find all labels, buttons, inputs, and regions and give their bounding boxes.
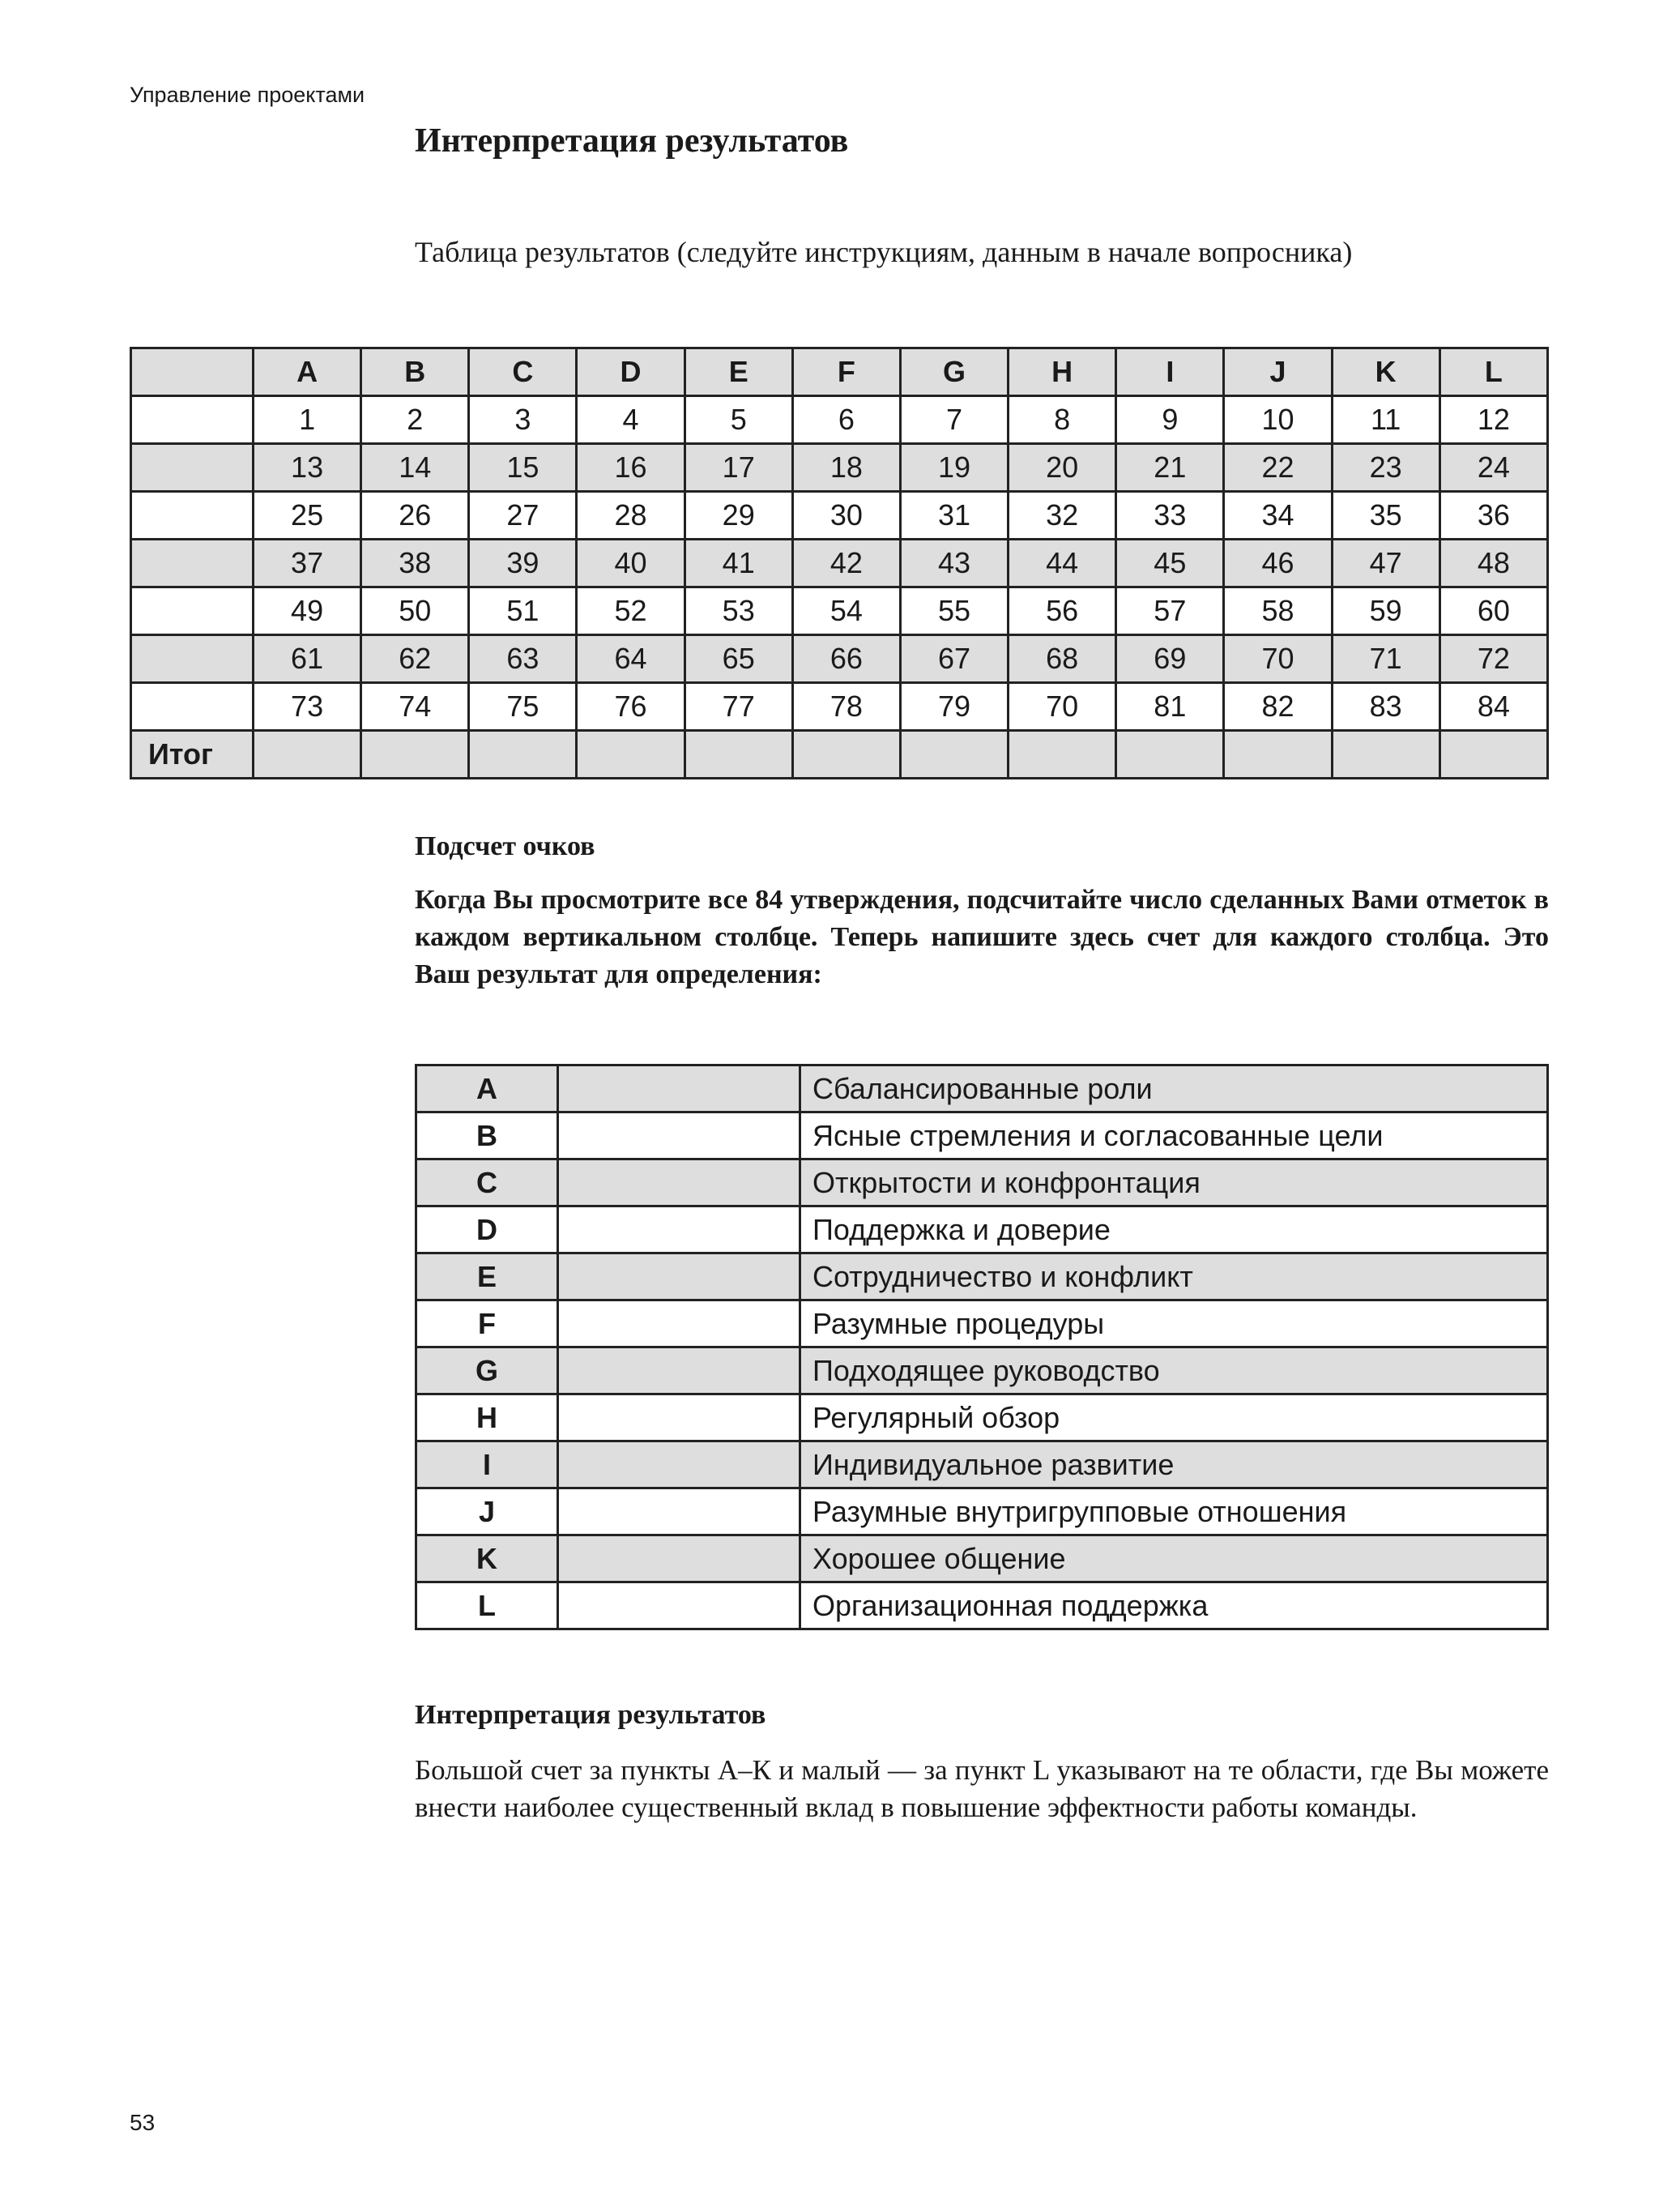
item-number-cell: 2 bbox=[361, 396, 469, 444]
item-number-cell: 24 bbox=[1439, 444, 1547, 492]
item-number-cell: 1 bbox=[254, 396, 361, 444]
item-number-cell: 32 bbox=[1009, 492, 1116, 540]
interpretation-heading: Интерпретация результатов bbox=[415, 1700, 766, 1730]
score-input-cell[interactable] bbox=[558, 1394, 800, 1441]
legend-table bbox=[415, 1064, 1549, 1630]
item-number-cell: 81 bbox=[1116, 683, 1224, 731]
legend-row bbox=[416, 1347, 1548, 1394]
item-number-cell: 79 bbox=[900, 683, 1008, 731]
legend-description: Сбалансированные роли bbox=[800, 1065, 1548, 1112]
total-input-cell[interactable] bbox=[1439, 731, 1547, 779]
item-number-cell: 47 bbox=[1332, 540, 1439, 587]
item-number-cell: 54 bbox=[792, 587, 900, 635]
legend-row bbox=[416, 1159, 1548, 1206]
item-number-cell: 77 bbox=[684, 683, 792, 731]
item-number-cell: 3 bbox=[469, 396, 577, 444]
total-input-cell[interactable] bbox=[1332, 731, 1439, 779]
legend-letter: J bbox=[416, 1488, 558, 1535]
item-number-cell: 42 bbox=[792, 540, 900, 587]
item-number-cell: 49 bbox=[254, 587, 361, 635]
item-number-cell: 38 bbox=[361, 540, 469, 587]
column-header: K bbox=[1332, 348, 1439, 396]
row-label-cell bbox=[131, 683, 254, 731]
results-grid-row bbox=[131, 587, 1548, 635]
legend-description: Индивидуальное развитие bbox=[800, 1441, 1548, 1488]
item-number-cell: 48 bbox=[1439, 540, 1547, 587]
item-number-cell: 27 bbox=[469, 492, 577, 540]
score-input-cell[interactable] bbox=[558, 1488, 800, 1535]
item-number-cell: 35 bbox=[1332, 492, 1439, 540]
legend-description: Разумные внутригрупповые отношения bbox=[800, 1488, 1548, 1535]
total-row bbox=[131, 731, 1548, 779]
row-label-cell bbox=[131, 444, 254, 492]
legend-letter: G bbox=[416, 1347, 558, 1394]
legend-row bbox=[416, 1112, 1548, 1159]
item-number-cell: 55 bbox=[900, 587, 1008, 635]
scoring-heading: Подсчет очков bbox=[415, 831, 595, 861]
item-number-cell: 7 bbox=[900, 396, 1008, 444]
legend-row bbox=[416, 1582, 1548, 1629]
item-number-cell: 82 bbox=[1224, 683, 1332, 731]
item-number-cell: 36 bbox=[1439, 492, 1547, 540]
column-header: F bbox=[792, 348, 900, 396]
results-grid-header-row bbox=[131, 348, 1548, 396]
item-number-cell: 12 bbox=[1439, 396, 1547, 444]
item-number-cell: 70 bbox=[1009, 683, 1116, 731]
item-number-cell: 60 bbox=[1439, 587, 1547, 635]
total-label: Итог bbox=[131, 731, 254, 779]
legend-table-body bbox=[416, 1065, 1548, 1629]
legend-description: Регулярный обзор bbox=[800, 1394, 1548, 1441]
item-number-cell: 40 bbox=[577, 540, 684, 587]
results-grid-row bbox=[131, 444, 1548, 492]
row-label-cell bbox=[131, 492, 254, 540]
legend-row bbox=[416, 1535, 1548, 1582]
item-number-cell: 73 bbox=[254, 683, 361, 731]
item-number-cell: 84 bbox=[1439, 683, 1547, 731]
row-label-cell bbox=[131, 635, 254, 683]
item-number-cell: 8 bbox=[1009, 396, 1116, 444]
item-number-cell: 17 bbox=[684, 444, 792, 492]
score-input-cell[interactable] bbox=[558, 1206, 800, 1253]
item-number-cell: 74 bbox=[361, 683, 469, 731]
total-input-cell[interactable] bbox=[1116, 731, 1224, 779]
item-number-cell: 62 bbox=[361, 635, 469, 683]
item-number-cell: 68 bbox=[1009, 635, 1116, 683]
item-number-cell: 61 bbox=[254, 635, 361, 683]
total-input-cell[interactable] bbox=[577, 731, 684, 779]
column-header: I bbox=[1116, 348, 1224, 396]
column-header: E bbox=[684, 348, 792, 396]
legend-letter: H bbox=[416, 1394, 558, 1441]
legend-description: Организационная поддержка bbox=[800, 1582, 1548, 1629]
item-number-cell: 19 bbox=[900, 444, 1008, 492]
item-number-cell: 67 bbox=[900, 635, 1008, 683]
item-number-cell: 75 bbox=[469, 683, 577, 731]
page-number: 53 bbox=[130, 2110, 156, 2135]
item-number-cell: 14 bbox=[361, 444, 469, 492]
item-number-cell: 16 bbox=[577, 444, 684, 492]
legend-row bbox=[416, 1065, 1548, 1112]
results-grid-body bbox=[131, 348, 1548, 779]
item-number-cell: 52 bbox=[577, 587, 684, 635]
column-header: G bbox=[900, 348, 1008, 396]
header-corner-cell bbox=[131, 348, 254, 396]
score-input-cell[interactable] bbox=[558, 1112, 800, 1159]
item-number-cell: 64 bbox=[577, 635, 684, 683]
item-number-cell: 59 bbox=[1332, 587, 1439, 635]
item-number-cell: 30 bbox=[792, 492, 900, 540]
item-number-cell: 37 bbox=[254, 540, 361, 587]
legend-row bbox=[416, 1394, 1548, 1441]
row-label-cell bbox=[131, 540, 254, 587]
item-number-cell: 23 bbox=[1332, 444, 1439, 492]
item-number-cell: 65 bbox=[684, 635, 792, 683]
item-number-cell: 50 bbox=[361, 587, 469, 635]
item-number-cell: 41 bbox=[684, 540, 792, 587]
item-number-cell: 57 bbox=[1116, 587, 1224, 635]
results-grid-row bbox=[131, 540, 1548, 587]
results-grid-row bbox=[131, 683, 1548, 731]
column-header: B bbox=[361, 348, 469, 396]
legend-letter: B bbox=[416, 1112, 558, 1159]
column-header: A bbox=[254, 348, 361, 396]
running-head: Управление проектами bbox=[130, 83, 365, 107]
legend-row bbox=[416, 1441, 1548, 1488]
item-number-cell: 25 bbox=[254, 492, 361, 540]
legend-letter: D bbox=[416, 1206, 558, 1253]
item-number-cell: 21 bbox=[1116, 444, 1224, 492]
item-number-cell: 56 bbox=[1009, 587, 1116, 635]
item-number-cell: 18 bbox=[792, 444, 900, 492]
item-number-cell: 13 bbox=[254, 444, 361, 492]
total-input-cell[interactable] bbox=[1224, 731, 1332, 779]
item-number-cell: 71 bbox=[1332, 635, 1439, 683]
item-number-cell: 6 bbox=[792, 396, 900, 444]
total-input-cell[interactable] bbox=[684, 731, 792, 779]
item-number-cell: 29 bbox=[684, 492, 792, 540]
column-header: J bbox=[1224, 348, 1332, 396]
total-input-cell[interactable] bbox=[900, 731, 1008, 779]
item-number-cell: 22 bbox=[1224, 444, 1332, 492]
legend-letter: E bbox=[416, 1253, 558, 1300]
item-number-cell: 34 bbox=[1224, 492, 1332, 540]
table-caption: Таблица результатов (следуйте инструкциям, данным в начале вопросника) bbox=[415, 236, 1353, 268]
results-grid-row bbox=[131, 396, 1548, 444]
legend-description: Сотрудничество и конфликт bbox=[800, 1253, 1548, 1300]
item-number-cell: 66 bbox=[792, 635, 900, 683]
column-header: L bbox=[1439, 348, 1547, 396]
total-input-cell[interactable] bbox=[254, 731, 361, 779]
page-title: Интерпретация результатов bbox=[415, 122, 849, 160]
legend-letter: I bbox=[416, 1441, 558, 1488]
results-grid-row bbox=[131, 635, 1548, 683]
score-input-cell[interactable] bbox=[558, 1253, 800, 1300]
score-input-cell[interactable] bbox=[558, 1535, 800, 1582]
score-input-cell[interactable] bbox=[558, 1347, 800, 1394]
column-header: C bbox=[469, 348, 577, 396]
legend-description: Разумные процедуры bbox=[800, 1300, 1548, 1347]
total-input-cell[interactable] bbox=[792, 731, 900, 779]
legend-description: Поддержка и доверие bbox=[800, 1206, 1548, 1253]
item-number-cell: 11 bbox=[1332, 396, 1439, 444]
results-grid bbox=[130, 347, 1549, 779]
total-input-cell[interactable] bbox=[1009, 731, 1116, 779]
item-number-cell: 72 bbox=[1439, 635, 1547, 683]
legend-description: Подходящее руководство bbox=[800, 1347, 1548, 1394]
item-number-cell: 58 bbox=[1224, 587, 1332, 635]
item-number-cell: 76 bbox=[577, 683, 684, 731]
item-number-cell: 51 bbox=[469, 587, 577, 635]
score-input-cell[interactable] bbox=[558, 1441, 800, 1488]
legend-letter: K bbox=[416, 1535, 558, 1582]
item-number-cell: 43 bbox=[900, 540, 1008, 587]
item-number-cell: 5 bbox=[684, 396, 792, 444]
total-input-cell[interactable] bbox=[361, 731, 469, 779]
score-input-cell[interactable] bbox=[558, 1159, 800, 1206]
legend-row bbox=[416, 1253, 1548, 1300]
item-number-cell: 4 bbox=[577, 396, 684, 444]
legend-row bbox=[416, 1300, 1548, 1347]
total-input-cell[interactable] bbox=[469, 731, 577, 779]
item-number-cell: 33 bbox=[1116, 492, 1224, 540]
item-number-cell: 78 bbox=[792, 683, 900, 731]
score-input-cell[interactable] bbox=[558, 1065, 800, 1112]
item-number-cell: 83 bbox=[1332, 683, 1439, 731]
item-number-cell: 45 bbox=[1116, 540, 1224, 587]
legend-description: Ясные стремления и согласованные цели bbox=[800, 1112, 1548, 1159]
scoring-text: Когда Вы просмотрите все 84 утверждения, подсчитайте число сделанных Вами отметок в каждом вертикальном столбце. Теперь напишите здесь счет для каждого столбца. Это Ваш результат для определения: bbox=[415, 885, 1549, 989]
results-grid-row bbox=[131, 492, 1548, 540]
score-input-cell[interactable] bbox=[558, 1300, 800, 1347]
item-number-cell: 10 bbox=[1224, 396, 1332, 444]
legend-description: Хорошее общение bbox=[800, 1535, 1548, 1582]
legend-letter: A bbox=[416, 1065, 558, 1112]
item-number-cell: 70 bbox=[1224, 635, 1332, 683]
legend-description: Открытости и конфронтация bbox=[800, 1159, 1548, 1206]
legend-row bbox=[416, 1206, 1548, 1253]
item-number-cell: 28 bbox=[577, 492, 684, 540]
item-number-cell: 9 bbox=[1116, 396, 1224, 444]
legend-row bbox=[416, 1488, 1548, 1535]
column-header: D bbox=[577, 348, 684, 396]
item-number-cell: 46 bbox=[1224, 540, 1332, 587]
row-label-cell bbox=[131, 587, 254, 635]
score-input-cell[interactable] bbox=[558, 1582, 800, 1629]
interpretation-text: Большой счет за пункты А–К и малый — за пункт L указывают на те области, где Вы можете внести наиболее существенный вклад в повышение эффектности работы команды. bbox=[415, 1754, 1549, 1823]
item-number-cell: 53 bbox=[684, 587, 792, 635]
item-number-cell: 26 bbox=[361, 492, 469, 540]
item-number-cell: 44 bbox=[1009, 540, 1116, 587]
column-header: H bbox=[1009, 348, 1116, 396]
legend-letter: F bbox=[416, 1300, 558, 1347]
legend-letter: L bbox=[416, 1582, 558, 1629]
item-number-cell: 39 bbox=[469, 540, 577, 587]
legend-letter: C bbox=[416, 1159, 558, 1206]
item-number-cell: 20 bbox=[1009, 444, 1116, 492]
item-number-cell: 31 bbox=[900, 492, 1008, 540]
item-number-cell: 69 bbox=[1116, 635, 1224, 683]
item-number-cell: 15 bbox=[469, 444, 577, 492]
row-label-cell bbox=[131, 396, 254, 444]
item-number-cell: 63 bbox=[469, 635, 577, 683]
